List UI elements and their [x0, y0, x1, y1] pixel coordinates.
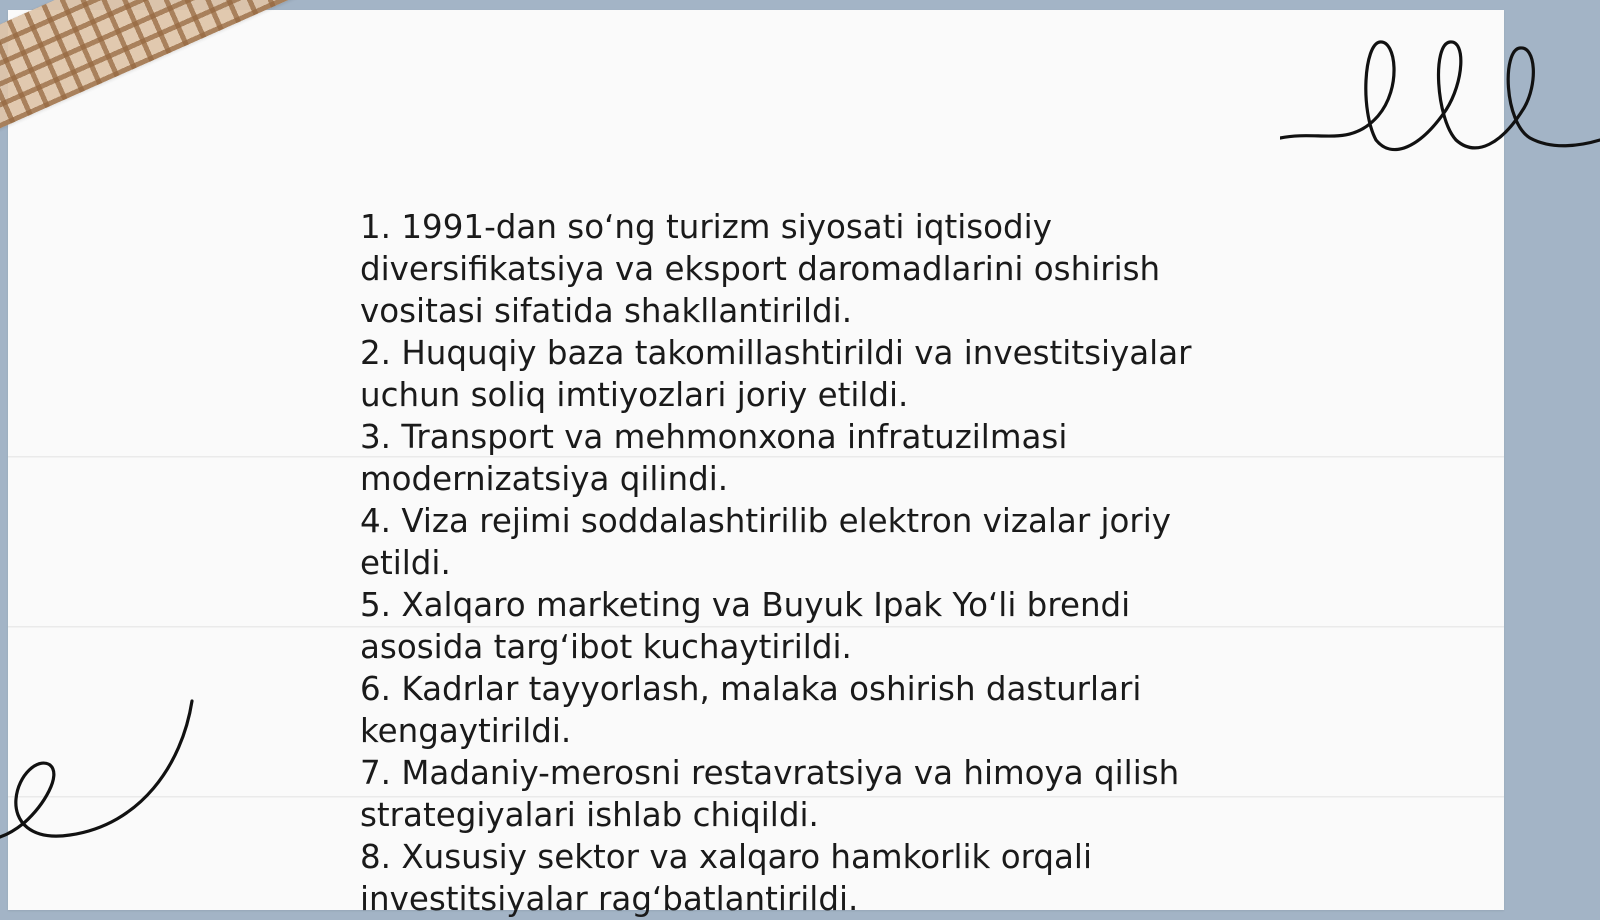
policy-measures-list	[360, 206, 1240, 920]
item-number: 8.	[360, 838, 392, 876]
item-number: 6.	[360, 670, 392, 708]
item-text: 1991-dan so‘ng turizm siyosati iqtisodiy diversifikatsiya va eksport daromadlarini oshirish vositasi sifatida shakllantirildi.	[360, 208, 1161, 330]
list-item	[360, 500, 1240, 584]
item-text: Madaniy-merosni restavratsiya va himoya qilish strategiyalari ishlab chiqildi.	[360, 754, 1180, 834]
item-number: 2.	[360, 334, 392, 372]
list-item	[360, 416, 1240, 500]
item-text: Transport va mehmonxona infratuzilmasi modernizatsiya qilindi.	[360, 418, 1068, 498]
item-text: Kadrlar tayyorlash, malaka oshirish dasturlari kengaytirildi.	[360, 670, 1142, 750]
item-number: 5.	[360, 586, 392, 624]
item-text: Xalqaro marketing va Buyuk Ipak Yo‘li brendi asosida targ‘ibot kuchaytirildi.	[360, 586, 1131, 666]
item-number: 1.	[360, 208, 392, 246]
item-number: 3.	[360, 418, 392, 456]
item-text: Huquqiy baza takomillashtirildi va investitsiyalar uchun soliq imtiyozlari joriy etildi.	[360, 334, 1192, 414]
swoosh-doodle-icon	[0, 695, 200, 855]
list-item	[360, 668, 1240, 752]
list-item	[360, 752, 1240, 836]
list-item	[360, 332, 1240, 416]
loop-doodle-icon	[1280, 30, 1600, 165]
item-text: Viza rejimi soddalashtirilib elektron vizalar joriy etildi.	[360, 502, 1172, 582]
item-number: 4.	[360, 502, 392, 540]
item-text: Xususiy sektor va xalqaro hamkorlik orqali investitsiyalar rag‘batlantirildi.	[360, 838, 1092, 918]
list-item	[360, 836, 1240, 920]
item-number: 7.	[360, 754, 392, 792]
list-item	[360, 206, 1240, 332]
list-item	[360, 584, 1240, 668]
